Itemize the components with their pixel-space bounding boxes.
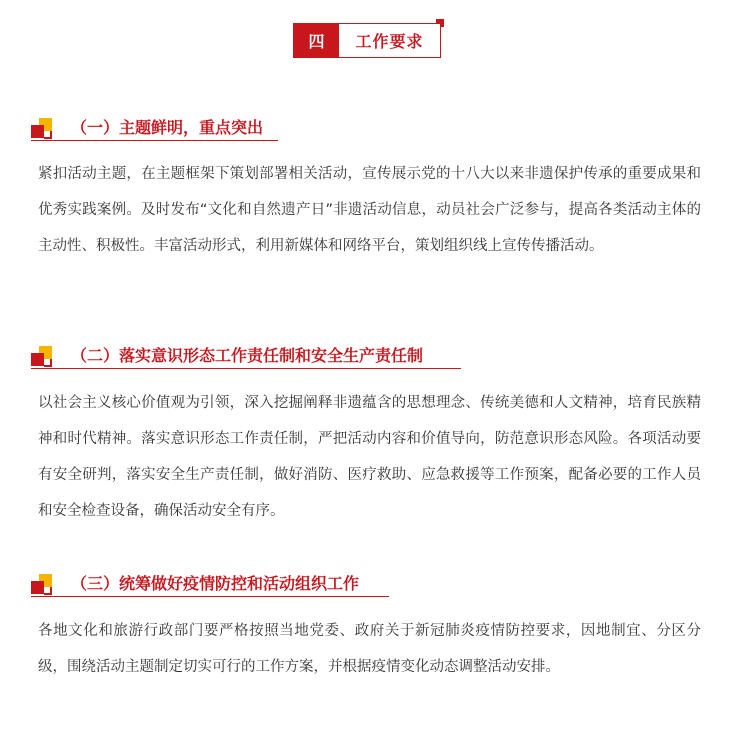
subsection-heading-text: （一）主题鲜明，重点突出: [71, 118, 264, 137]
heading-square-icon: [31, 574, 55, 598]
heading-underline: [31, 368, 461, 369]
paragraph: 以社会主义核心价值观为引领，深入挖掘阐释非遗蕴含的思想理念、传统美德和人文精神，培育民族精神和时代精神。落实意识形态工作责任制，严把活动内容和价值导向，防范意识形态风险。各项活动要有安全研判，落实安全生产责任制，做好消防、医疗救助、应急救援等工作预案，配备必要的工作人员和安全检查设备，确保活动安全有序。: [38, 395, 701, 519]
section-title-box: [293, 23, 441, 58]
subsection-heading-text: （二）落实意识形态工作责任制和安全生产责任制: [71, 346, 424, 365]
subsection-heading-text: （三）统筹做好疫情防控和活动组织工作: [71, 574, 360, 593]
heading-square-icon: [31, 118, 55, 142]
section-number: 四: [294, 24, 339, 57]
paragraph: 各地文化和旅游行政部门要严格按照当地党委、政府关于新冠肺炎疫情防控要求，因地制宜、分区分级，围绕活动主题制定切实可行的工作方案，并根据疫情变化动态调整活动安排。: [38, 623, 701, 675]
heading-underline: [31, 140, 278, 141]
heading-square-icon: [31, 346, 55, 370]
subsection-heading-2: [31, 340, 423, 370]
paragraph: 紧扣活动主题，在主题框架下策划部署相关活动，宣传展示党的十八大以来非遗保护传承的重要成果和优秀实践案例。及时发布“文化和自然遗产日”非遗活动信息，动员社会广泛参与，提高各类活动主体的主动性、积极性。丰富活动形式，利用新媒体和网络平台，策划组织线上宣传传播活动。: [38, 166, 701, 254]
section-title: 工作要求: [355, 32, 424, 51]
heading-underline: [31, 596, 389, 597]
subsection-heading-3: [31, 568, 359, 598]
subsection-heading-1: [31, 112, 263, 142]
